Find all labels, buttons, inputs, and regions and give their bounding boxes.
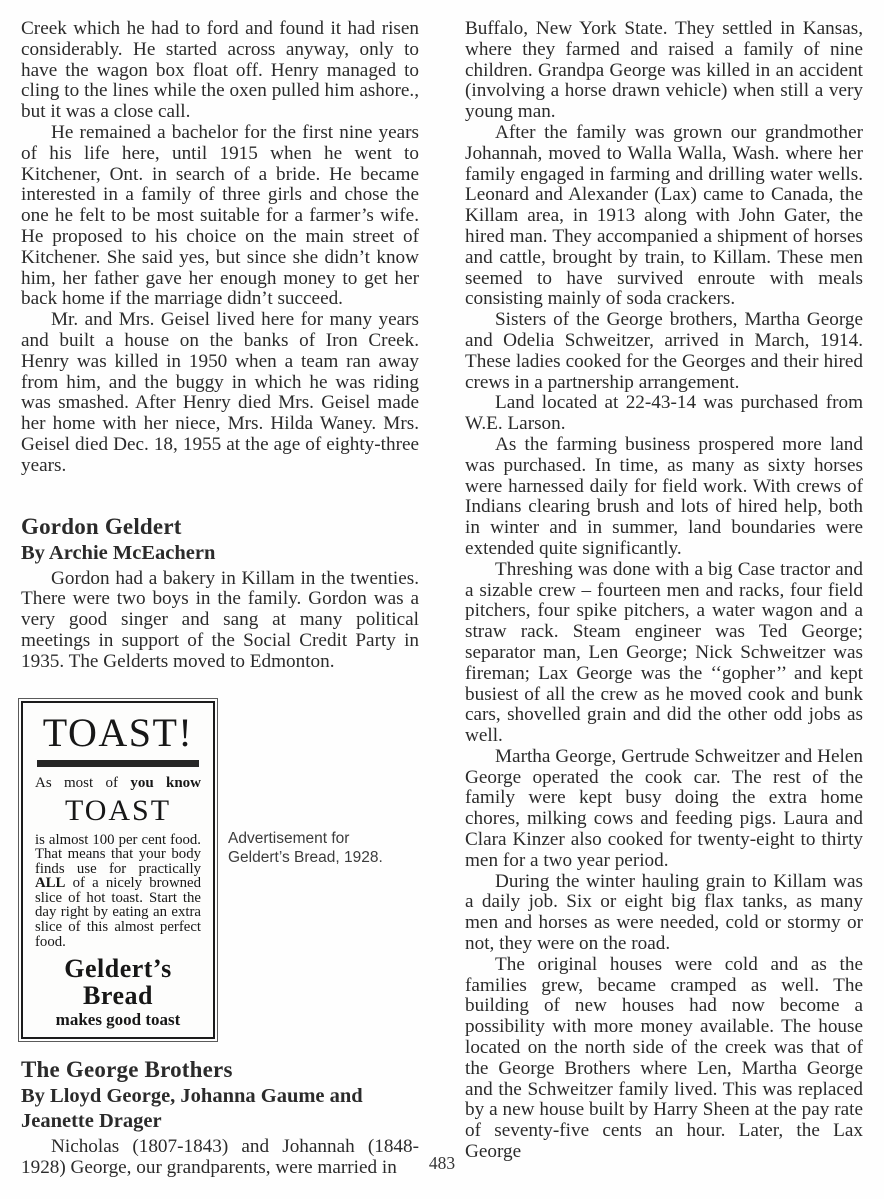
ad-tagline: makes good toast [55,1010,181,1030]
paragraph: He remained a bachelor for the first nine years of his life here, until 1915 when he went to Kitchener, Ont. in search of a bride. He became interested in a family of three girls and chose the one he felt to be most suitable for a farmer’s wife. He proposed to his choice on the main street of Kitchener. She said yes, but since she didn’t know him, her father gave her enough money to get her back home if the marriage didn’t succeed. [21,121,419,310]
section-byline: By Lloyd George, Johanna Gaume and Jeanette Drager [21,1085,363,1133]
ad-intro-line [35,776,201,791]
paragraph: Creek which he had to ford and found it had risen considerably. He started across anyway, only to have the wagon box float off. Henry managed to cling to the lines while the oxen pulled him ashore., but it was a close call. [21,18,419,123]
section-title: Gordon Geldert [21,513,182,539]
ad-body-start: is almost 100 per cent food. That means that your body finds use for practically [35,831,201,877]
ad-body-end: of a nicely browned slice of hot toast. Start the day right by eating an extra slice of this almost perfect food. [35,875,201,950]
section-byline: By Archie McEachern [21,541,216,564]
paragraph: Martha George, Gertrude Schweitzer and Helen George operated the cook car. The rest of the family were kept busy doing the extra home chores, milking cows and feeding pigs. Laura and Clara Kinzer also cooked for twenty-eight to thirty men for a two year period. [465,745,863,871]
ad-intro-emphasis: you know [130,774,201,791]
ad-body-text [35,833,201,950]
section-gordon-geldert [21,514,419,673]
right-column [465,19,863,1179]
ad-caption: Advertisement for Geldert’s Bread, 1928. [228,829,383,867]
paragraph: Buffalo, New York State. They settled in Kansas, where they farmed and raised a family of nine children. Grandpa George was killed in an accident (involving a horse drawn vehicle) when still a very young man. [465,18,863,123]
paragraph: The original houses were cold and as the families grew, became cramped as well. The building of new houses had now become a possibility with more money available. The house located on the north side of the creek was that of the George Brothers where Len, Martha George and the Schweitzer family lived. This was replaced by a new house built by Harry Sheen at the pay rate of seventy-five cents an hour. Later, the Lax George [465,953,863,1163]
paragraph: Mr. and Mrs. Geisel lived here for many years and built a house on the banks of Iron Creek. Henry was killed in 1950 when a team ran away from him, and the buggy in which he was riding was smashed. After Henry died Mrs. Geisel made her home with her niece, Mrs. Hilda Waney. Mrs. Geisel died Dec. 18, 1955 at the age of eighty-three years. [21,309,419,476]
toast-advertisement [21,701,215,1040]
paragraph: After the family was grown our grandmother Johannah, moved to Walla Walla, Wash. where her family engaged in farming and drilling water wells. Leonard and Alexander (Lax) came to Canada, the Killam area, in 1913 along with John Gater, the hired man. They accompanied a shipment of horses and cattle, brought by train, to Killam. These men seemed to have survived enroute with meals consisting mainly of soda crackers. [465,121,863,310]
ad-headline: TOAST! [42,709,194,755]
page-number: 483 [428,1153,456,1173]
ad-brand-name: Geldert’s Bread [64,954,172,1011]
ad-divider-rule [37,760,199,767]
paragraph: Gordon had a bakery in Killam in the twenties. There were two boys in the family. Gordon was a very good singer and sang at many political meetings in support of the Social Credit Party in 1935. The Gelderts moved to Edmonton. [21,567,419,672]
advertisement-row [21,701,419,1040]
left-column [21,19,419,1179]
paragraph: During the winter hauling grain to Killam was a daily job. Six or eight big flax tanks, as many men and horses as were needed, cold or stormy or not, they were on the road. [465,870,863,955]
ad-body-emphasis: ALL [35,875,66,892]
paragraph: As the farming business prospered more land was purchased. In time, as many as sixty horses were harnessed daily for field work. With crews of Indians clearing brush and lots of hired help, both in winter and in summer, land boundaries were extended quite significantly. [465,433,863,559]
paragraph: Nicholas (1807-1843) and Johannah (1848-1928) George, our grandparents, were married in [21,1136,419,1179]
ad-subhead: TOAST [64,793,172,827]
paragraph: Land located at 22-43-14 was purchased from W.E. Larson. [465,392,863,435]
paragraph: Sisters of the George brothers, Martha George and Odelia Schweitzer, arrived in March, 1914. These ladies cooked for the Georges and their hired crews in a partnership arrangement. [465,309,863,393]
two-column-layout [21,19,863,1179]
section-title: The George Brothers [21,1057,233,1083]
ad-intro-text: As most of [35,774,131,791]
paragraph: Threshing was done with a big Case tractor and a sizable crew – fourteen men and racks, four field pitchers, four spike pitchers, a water wagon and a straw rack. Steam engineer was Ted George; separator man, Len George; Nick Schweitzer was fireman; Lax George was the ‘‘gopher’’ and kept busiest of all the crew as he moved cook and bunk cars, shovelled grain and did the other odd jobs as well. [465,558,863,747]
